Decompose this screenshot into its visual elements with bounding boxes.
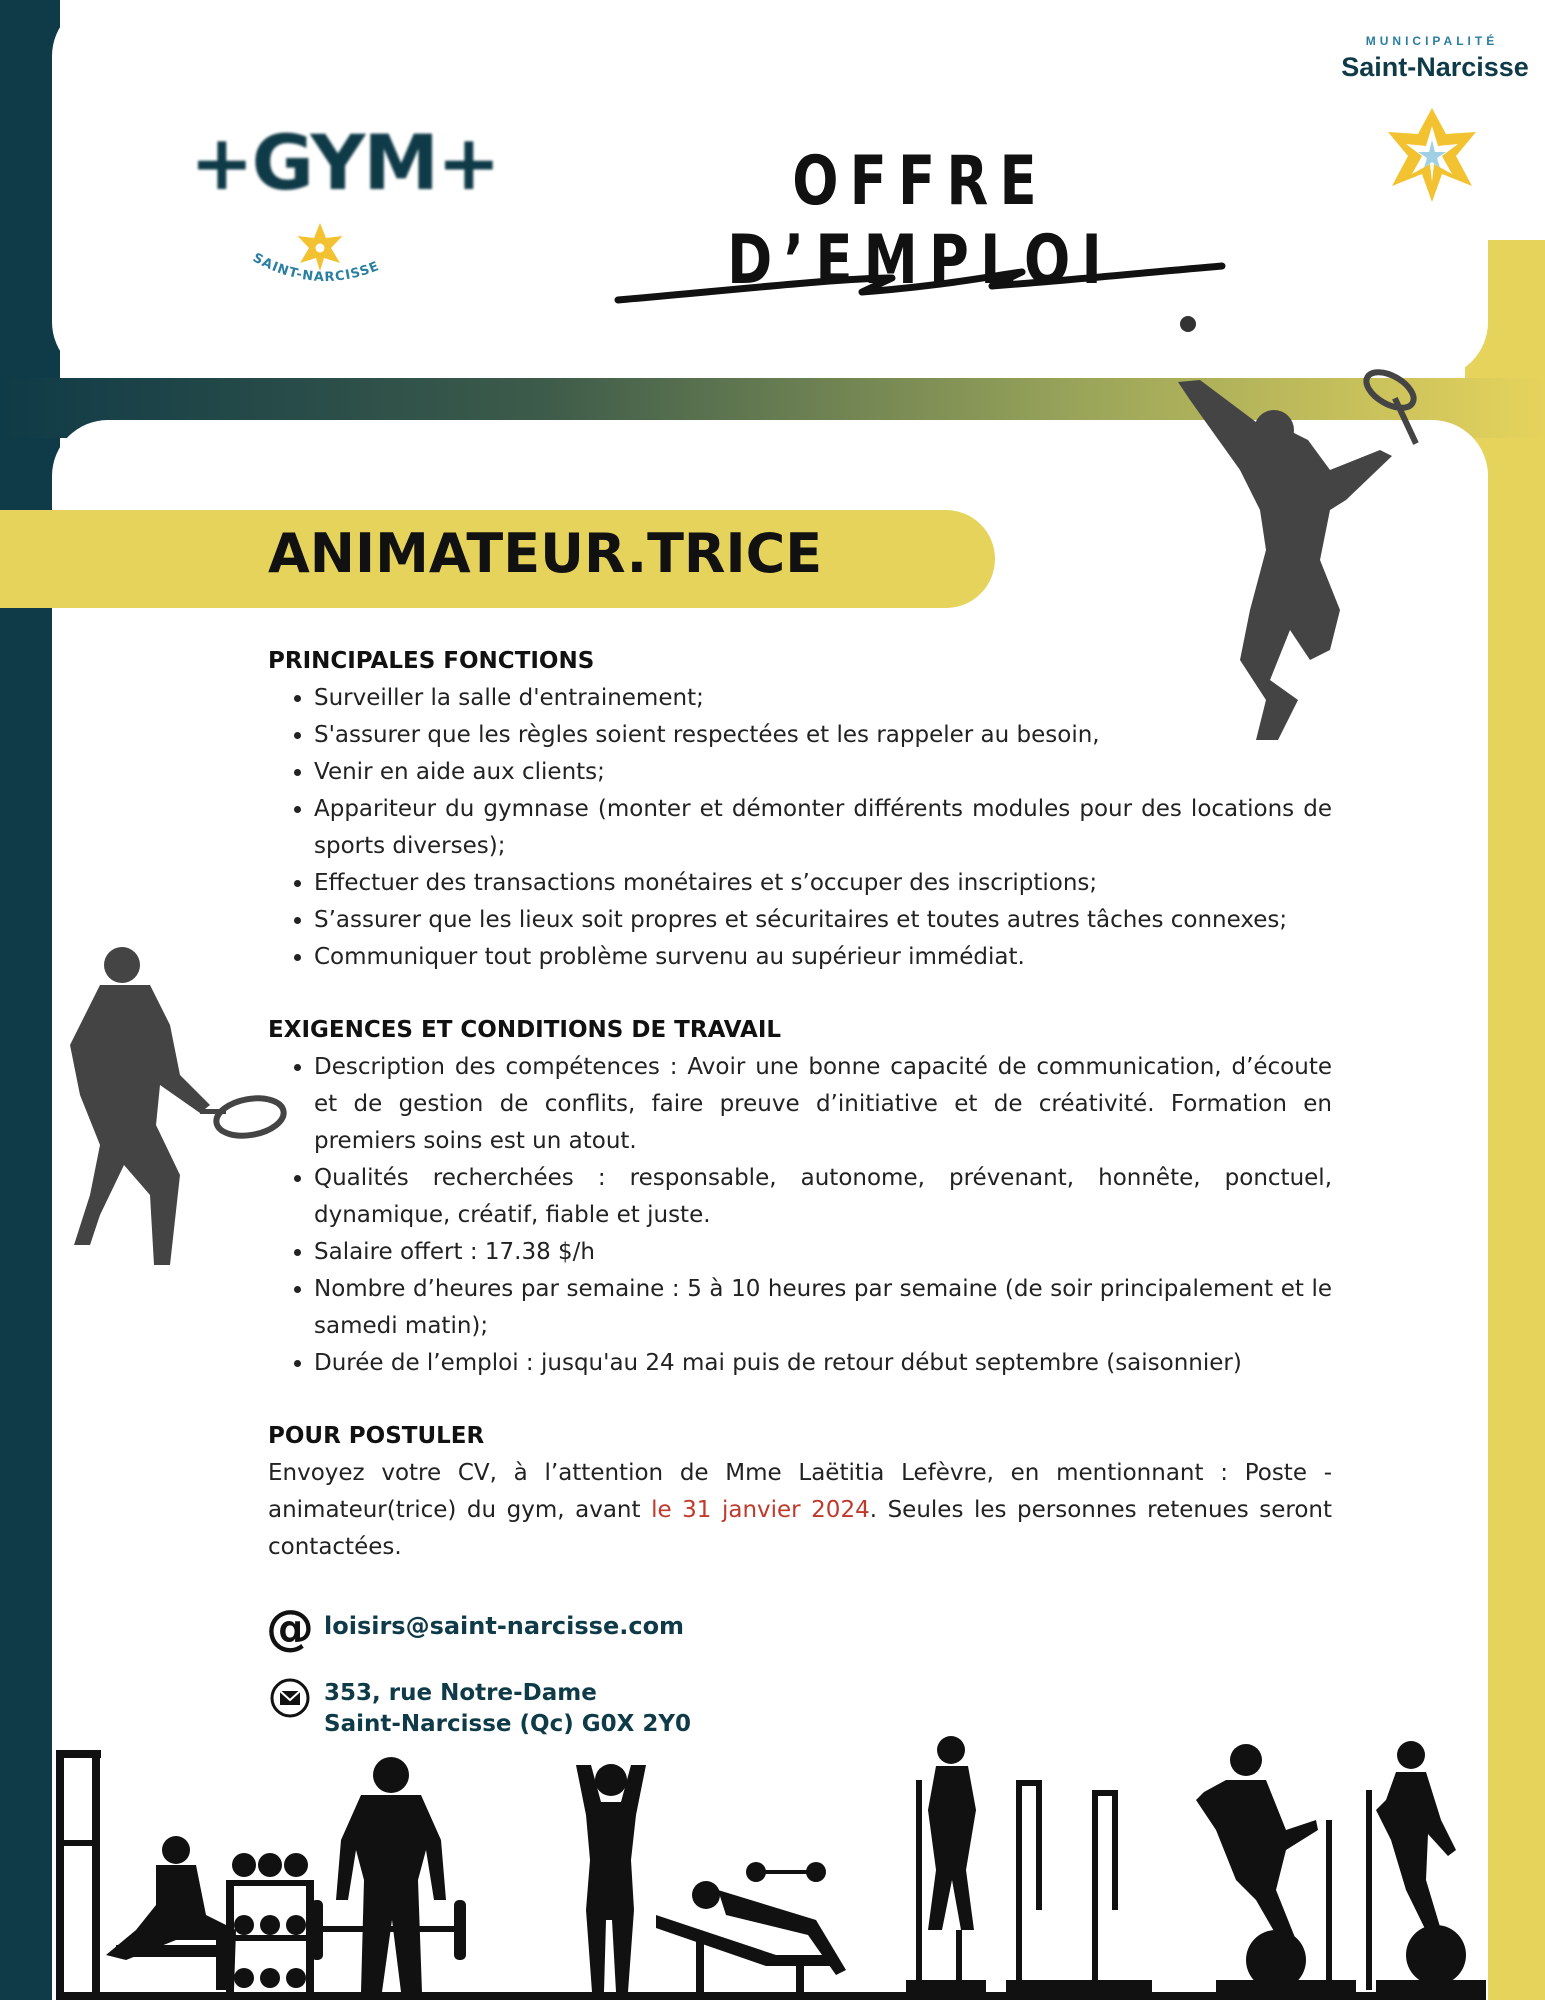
list-item: • Salaire offert : 17.38 $/h [314,1234,1332,1271]
gym-logo-arc [235,246,415,306]
list-item: • Venir en aide aux clients; [314,754,1332,791]
address-line-1: 353, rue Notre-Dame [324,1680,597,1706]
apply-deadline: le 31 janvier 2024 [651,1497,870,1523]
apply-text [268,1455,1332,1566]
list-item: • Qualités recherchées : responsable, autonome, prévenant, honnête, ponctuel, dynamique, créatif, fiable et juste. [314,1160,1332,1234]
functions-heading: PRINCIPALES FONCTIONS [268,648,595,674]
list-item: • Communiquer tout problème survenu au supérieur immédiat. [314,939,1332,976]
at-icon: @ [266,1600,314,1656]
list-item: • Durée de l’emploi : jusqu'au 24 mai puis de retour début septembre (saisonnier) [314,1345,1332,1382]
municipality-star-icon [1382,104,1482,204]
apply-text-end: . Seules les personnes retenues seront contactées. [268,1497,1332,1560]
list-item: • Nombre d’heures par semaine : 5 à 10 heures par semaine (de soir principalement et le samedi matin); [314,1271,1332,1345]
svg-text:SAINT-NARCISSE [250,251,382,286]
tennis-player-left-silhouette [60,945,290,1270]
address-line-2: Saint-Narcisse (Qc) G0X 2Y0 [324,1711,692,1737]
functions-list [268,680,1332,976]
list-item: • S'assurer que les règles soient respectées et les rappeler au besoin, [314,717,1332,754]
job-title: ANIMATEUR.TRICE [268,522,823,585]
apply-text-start: Envoyez votre CV, à l’attention de Mme Laëtitia Lefèvre, en mentionnant : Poste - animateur(trice) du gym, avant [268,1460,1332,1523]
list-item: • Surveiller la salle d'entrainement; [314,680,1332,717]
page-title: OFFRE D’EMPLOI [727,142,1113,300]
municipality-name: Saint-Narcisse [1341,52,1529,82]
zigzag-underline [612,250,1232,310]
list-item: • S’assurer que les lieux soit propres et sécuritaires et toutes autres tâches connexes; [314,902,1332,939]
requirements-list [268,1049,1332,1382]
gym-logo-arc-text: SAINT-NARCISSE [250,250,382,286]
list-item: • Appariteur du gymnase (monter et démonter différents modules pour des locations de sports diverses); [314,791,1332,865]
left-navy-band [0,0,60,2000]
apply-heading: POUR POSTULER [268,1423,485,1449]
list-item: • Description des compétences : Avoir une bonne capacité de communication, d’écoute et de gestion de conflits, faire preuve d’initiative et de créativité. Formation en premiers soins est un atout. [314,1049,1332,1160]
gym-logo [190,118,499,318]
tennis-ball [1180,316,1196,332]
list-item: • Effectuer des transactions monétaires et s’occuper des inscriptions; [314,865,1332,902]
job-description [268,643,1332,1566]
mail-icon [270,1678,310,1718]
gym-logo-text: +GYM+ [190,118,499,207]
municipality-label: MUNICIPALITÉ [1365,34,1499,48]
requirements-heading: EXIGENCES ET CONDITIONS DE TRAVAIL [268,1017,782,1043]
gym-equipment-silhouette [56,1730,1486,2000]
contact-email[interactable]: loisirs@saint-narcisse.com [324,1612,685,1640]
